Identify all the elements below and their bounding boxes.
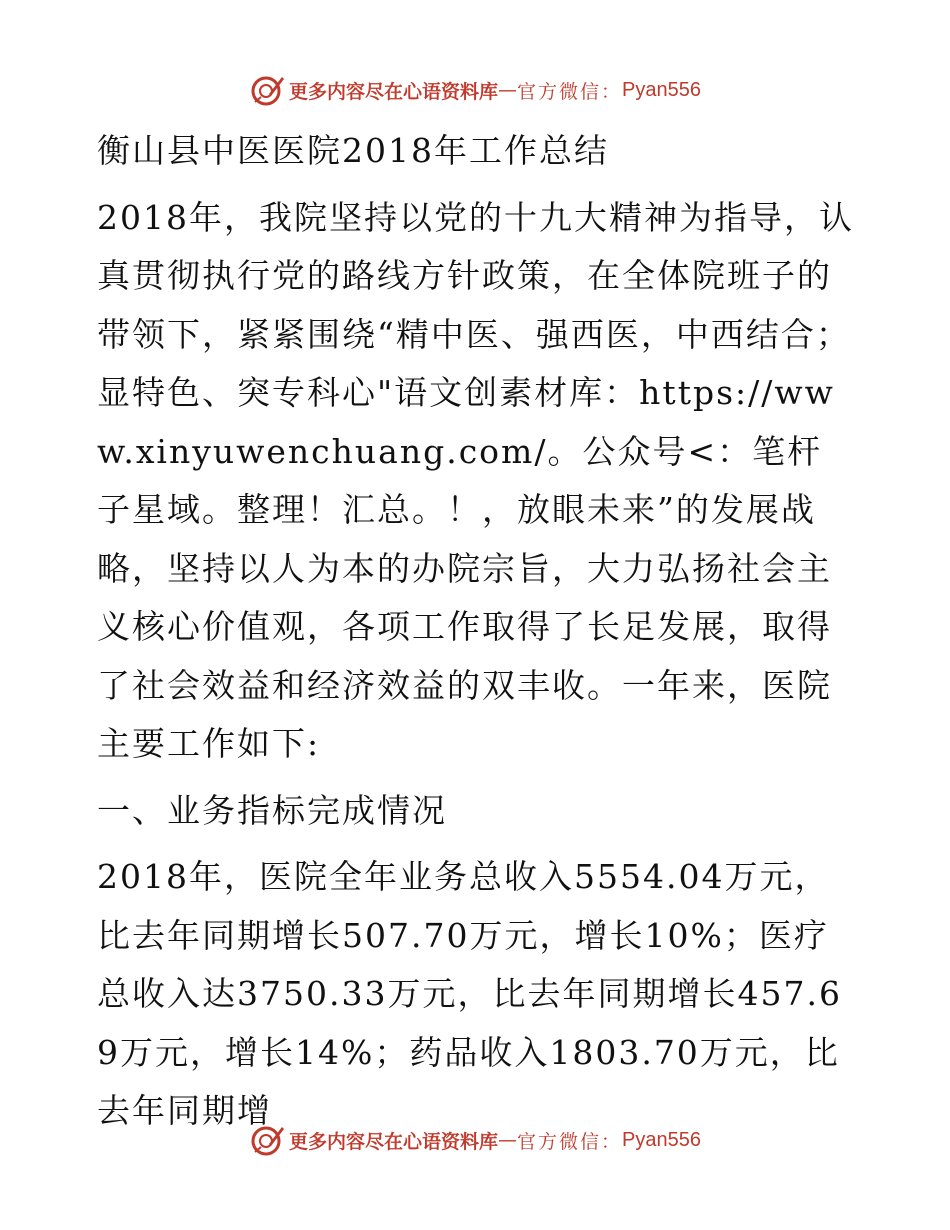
document-body — [97, 122, 857, 1149]
watermark-label: 官方微信： — [517, 1130, 623, 1153]
watermark-site-text: 更多内容尽在心语资料库 — [289, 1130, 499, 1153]
watermark-dash: — — [498, 79, 518, 101]
watermark-wechat-id: Pyan556 — [622, 78, 701, 101]
watermark-banner-bottom — [0, 1120, 950, 1160]
watermark-label: 官方微信： — [517, 80, 623, 103]
quill-logo-icon — [249, 1122, 285, 1158]
watermark-wechat-id: Pyan556 — [622, 1128, 701, 1151]
watermark-site-text: 更多内容尽在心语资料库 — [289, 80, 499, 103]
watermark-dash: — — [498, 1129, 518, 1151]
watermark-banner-top — [0, 70, 950, 110]
quill-logo-icon — [249, 72, 285, 108]
section-1-heading: 一、业务指标完成情况 — [97, 790, 447, 830]
paragraph-1: 2018年，我院坚持以党的十九大精神为指导，认真贯彻执行党的路线方针政策，在全体院班子的带领下，紧紧围绕“精中医、强西医，中西结合；显特色、突专科心"语文创素材库：https://www.xinyuwenchuang.com/。公众号<：笔杆子星域。整理！汇总。！，放眼未来”的发展战略，坚持以人为本的办院宗旨，大力弘扬社会主义核心价值观，各项工作取得了长足发展，取得了社会效益和经济效益的双丰收。一年来，医院主要工作如下: — [97, 197, 854, 763]
document-title: 衡山县中医医院2018年工作总结 — [97, 131, 609, 170]
paragraph-2: 2018年，医院全年业务总收入5554.04万元，比去年同期增长507.70万元，增长10%；医疗总收入达3750.33万元，比去年同期增长457.69万元，增长14%；药品收入1803.70万元，比去年同期增 — [97, 857, 842, 1130]
